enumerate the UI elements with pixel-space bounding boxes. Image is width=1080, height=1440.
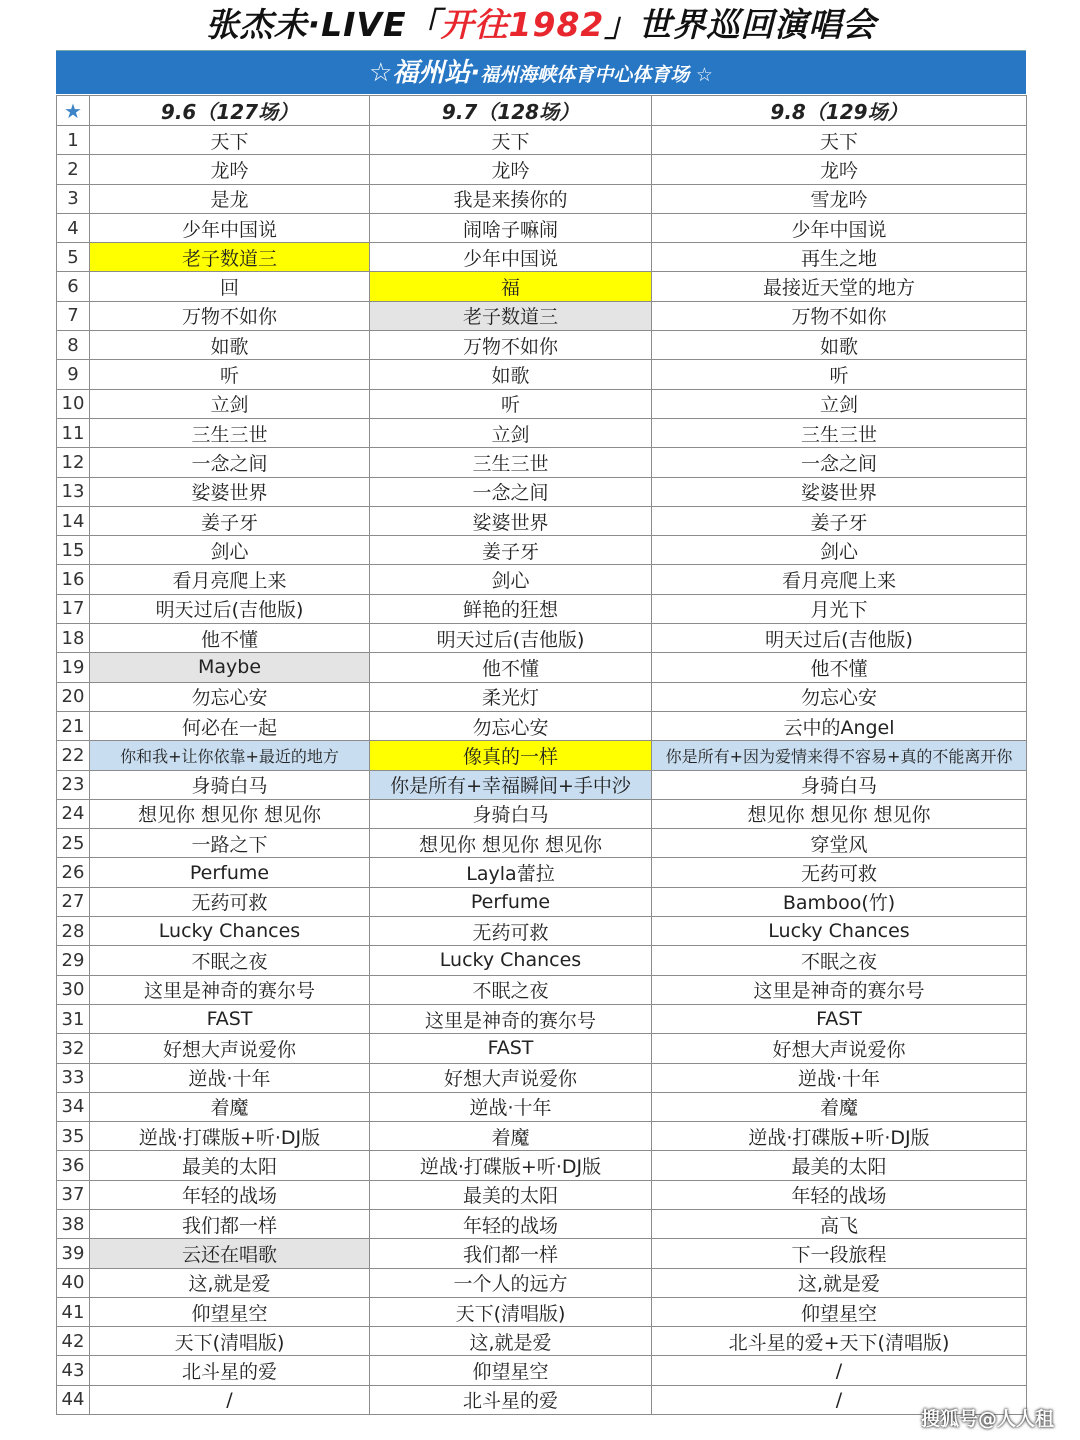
song-cell-date-3: 明天过后(吉他版) <box>652 624 1027 653</box>
row-number: 4 <box>57 213 90 242</box>
song-cell-date-3: 如歌 <box>652 331 1027 360</box>
song-cell-date-1: 身骑白马 <box>90 770 370 799</box>
song-cell-date-2: 三生三世 <box>370 448 652 477</box>
song-cell-date-1: 老子数道三 <box>90 243 370 272</box>
song-cell-date-1: / <box>90 1385 370 1414</box>
row-number: 2 <box>57 155 90 184</box>
song-cell-date-3: 想见你 想见你 想见你 <box>652 799 1027 828</box>
table-row <box>57 448 1027 477</box>
song-cell-date-1: 是龙 <box>90 184 370 213</box>
song-cell-date-3: 这,就是爱 <box>652 1268 1027 1297</box>
venue-stadium: 福州海峡体育中心体育场 ☆ <box>480 64 713 86</box>
song-cell-date-1: 天下 <box>90 126 370 155</box>
song-cell-date-1: 好想大声说爱你 <box>90 1034 370 1063</box>
row-number: 26 <box>57 858 90 887</box>
row-number: 15 <box>57 536 90 565</box>
title-highlight: 开往1982 <box>440 5 605 44</box>
song-cell-date-1: 勿忘心安 <box>90 682 370 711</box>
song-cell-date-3: 北斗星的爱+天下(清唱版) <box>652 1327 1027 1356</box>
song-cell-date-3: 穿堂风 <box>652 829 1027 858</box>
song-cell-date-2: 不眠之夜 <box>370 975 652 1004</box>
song-cell-date-1: 他不懂 <box>90 624 370 653</box>
song-cell-date-2: FAST <box>370 1034 652 1063</box>
song-cell-date-2: 鲜艳的狂想 <box>370 594 652 623</box>
song-cell-date-1: 龙吟 <box>90 155 370 184</box>
table-row <box>57 184 1027 213</box>
song-cell-date-1: 不眠之夜 <box>90 946 370 975</box>
row-number: 6 <box>57 272 90 301</box>
song-cell-date-2: 我们都一样 <box>370 1239 652 1268</box>
table-row <box>57 917 1027 946</box>
venue-city: ☆福州站· <box>369 58 481 88</box>
table-row <box>57 711 1027 740</box>
table-row <box>57 1063 1027 1092</box>
table-row <box>57 536 1027 565</box>
table-row <box>57 272 1027 301</box>
table-row <box>57 418 1027 447</box>
song-cell-date-3: 他不懂 <box>652 653 1027 682</box>
row-number: 36 <box>57 1151 90 1180</box>
table-row <box>57 331 1027 360</box>
row-number: 5 <box>57 243 90 272</box>
song-cell-date-3: 身骑白马 <box>652 770 1027 799</box>
row-number: 3 <box>57 184 90 213</box>
song-cell-date-1: 明天过后(吉他版) <box>90 594 370 623</box>
song-cell-date-3: 云中的Angel <box>652 711 1027 740</box>
song-cell-date-3: 雪龙吟 <box>652 184 1027 213</box>
table-row <box>57 389 1027 418</box>
row-number: 43 <box>57 1356 90 1385</box>
song-cell-date-2: 这里是神奇的赛尔号 <box>370 1004 652 1033</box>
song-cell-date-2: 一念之间 <box>370 477 652 506</box>
song-cell-date-3: Lucky Chances <box>652 917 1027 946</box>
song-cell-date-1: 我们都一样 <box>90 1209 370 1238</box>
song-cell-date-1: 何必在一起 <box>90 711 370 740</box>
watermark: 搜狐号@人人租 <box>920 1408 1054 1430</box>
table-row <box>57 741 1027 770</box>
song-cell-date-1: 天下(清唱版) <box>90 1327 370 1356</box>
song-cell-date-2: 少年中国说 <box>370 243 652 272</box>
row-number: 20 <box>57 682 90 711</box>
song-cell-date-1: 着魔 <box>90 1092 370 1121</box>
song-cell-date-2: 他不懂 <box>370 653 652 682</box>
table-row <box>57 829 1027 858</box>
row-number: 22 <box>57 741 90 770</box>
row-number: 19 <box>57 653 90 682</box>
song-cell-date-2: 我是来揍你的 <box>370 184 652 213</box>
song-cell-date-1: 年轻的战场 <box>90 1180 370 1209</box>
row-number: 30 <box>57 975 90 1004</box>
table-row <box>57 975 1027 1004</box>
song-cell-date-1: 云还在唱歌 <box>90 1239 370 1268</box>
table-row <box>57 213 1027 242</box>
song-cell-date-3: 立剑 <box>652 389 1027 418</box>
song-cell-date-3: 仰望星空 <box>652 1297 1027 1326</box>
table-row <box>57 506 1027 535</box>
song-cell-date-1: 少年中国说 <box>90 213 370 242</box>
song-cell-date-3: 天下 <box>652 126 1027 155</box>
song-cell-date-2: 着魔 <box>370 1122 652 1151</box>
song-cell-date-3: 无药可救 <box>652 858 1027 887</box>
song-cell-date-1: 你和我+让你依靠+最近的地方 <box>90 741 370 770</box>
song-cell-date-2: 听 <box>370 389 652 418</box>
table-header-row <box>57 96 1027 126</box>
table-row <box>57 1034 1027 1063</box>
column-header-date-2: 9.7（128场） <box>370 96 652 126</box>
column-header-date-1: 9.6（127场） <box>90 96 370 126</box>
song-cell-date-2: 一个人的远方 <box>370 1268 652 1297</box>
song-cell-date-1: 娑婆世界 <box>90 477 370 506</box>
table-row <box>57 1180 1027 1209</box>
song-cell-date-1: 逆战·十年 <box>90 1063 370 1092</box>
song-cell-date-1: 这里是神奇的赛尔号 <box>90 975 370 1004</box>
table-row <box>57 1268 1027 1297</box>
table-row <box>57 1151 1027 1180</box>
song-cell-date-3: 看月亮爬上来 <box>652 565 1027 594</box>
song-cell-date-1: 如歌 <box>90 331 370 360</box>
song-cell-date-2: 天下 <box>370 126 652 155</box>
song-cell-date-2: 逆战·打碟版+听·DJ版 <box>370 1151 652 1180</box>
song-cell-date-1: 这,就是爱 <box>90 1268 370 1297</box>
table-row <box>57 946 1027 975</box>
row-number: 7 <box>57 301 90 330</box>
song-cell-date-1: 看月亮爬上来 <box>90 565 370 594</box>
song-cell-date-2: 逆战·十年 <box>370 1092 652 1121</box>
table-row <box>57 887 1027 916</box>
song-cell-date-3: 听 <box>652 360 1027 389</box>
song-cell-date-3: 月光下 <box>652 594 1027 623</box>
table-row <box>57 1209 1027 1238</box>
song-cell-date-1: 立剑 <box>90 389 370 418</box>
song-cell-date-3: / <box>652 1356 1027 1385</box>
song-cell-date-3: 高飞 <box>652 1209 1027 1238</box>
table-row <box>57 1327 1027 1356</box>
song-cell-date-2: Perfume <box>370 887 652 916</box>
row-number: 13 <box>57 477 90 506</box>
setlist-table <box>56 95 1027 1415</box>
song-cell-date-2: 仰望星空 <box>370 1356 652 1385</box>
song-cell-date-1: 无药可救 <box>90 887 370 916</box>
song-cell-date-1: 逆战·打碟版+听·DJ版 <box>90 1122 370 1151</box>
song-cell-date-1: 一路之下 <box>90 829 370 858</box>
song-cell-date-1: 万物不如你 <box>90 301 370 330</box>
venue-banner <box>56 50 1026 94</box>
table-row <box>57 770 1027 799</box>
table-row <box>57 477 1027 506</box>
table-row <box>57 360 1027 389</box>
row-number: 21 <box>57 711 90 740</box>
song-cell-date-2: 这,就是爱 <box>370 1327 652 1356</box>
song-cell-date-3: 一念之间 <box>652 448 1027 477</box>
row-number: 32 <box>57 1034 90 1063</box>
song-cell-date-2: 天下(清唱版) <box>370 1297 652 1326</box>
song-cell-date-3: 最美的太阳 <box>652 1151 1027 1180</box>
table-row <box>57 858 1027 887</box>
song-cell-date-3: 剑心 <box>652 536 1027 565</box>
row-number: 44 <box>57 1385 90 1414</box>
song-cell-date-1: Perfume <box>90 858 370 887</box>
table-row <box>57 1239 1027 1268</box>
song-cell-date-3: 姜子牙 <box>652 506 1027 535</box>
table-row <box>57 243 1027 272</box>
row-number: 8 <box>57 331 90 360</box>
row-number: 10 <box>57 389 90 418</box>
row-number: 17 <box>57 594 90 623</box>
table-row <box>57 1122 1027 1151</box>
row-number: 1 <box>57 126 90 155</box>
table-row <box>57 653 1027 682</box>
star-icon: ★ <box>57 96 90 126</box>
song-cell-date-3: 龙吟 <box>652 155 1027 184</box>
row-number: 33 <box>57 1063 90 1092</box>
song-cell-date-3: 少年中国说 <box>652 213 1027 242</box>
song-cell-date-3: 这里是神奇的赛尔号 <box>652 975 1027 1004</box>
song-cell-date-3: 娑婆世界 <box>652 477 1027 506</box>
song-cell-date-2: 想见你 想见你 想见你 <box>370 829 652 858</box>
song-cell-date-1: 三生三世 <box>90 418 370 447</box>
row-number: 27 <box>57 887 90 916</box>
row-number: 18 <box>57 624 90 653</box>
song-cell-date-3: 年轻的战场 <box>652 1180 1027 1209</box>
song-cell-date-1: 最美的太阳 <box>90 1151 370 1180</box>
song-cell-date-1: 回 <box>90 272 370 301</box>
row-number: 38 <box>57 1209 90 1238</box>
song-cell-date-3: 好想大声说爱你 <box>652 1034 1027 1063</box>
song-cell-date-3: 勿忘心安 <box>652 682 1027 711</box>
row-number: 9 <box>57 360 90 389</box>
row-number: 41 <box>57 1297 90 1326</box>
song-cell-date-2: 万物不如你 <box>370 331 652 360</box>
song-cell-date-1: 听 <box>90 360 370 389</box>
row-number: 16 <box>57 565 90 594</box>
table-row <box>57 1356 1027 1385</box>
row-number: 28 <box>57 917 90 946</box>
row-number: 31 <box>57 1004 90 1033</box>
row-number: 24 <box>57 799 90 828</box>
row-number: 35 <box>57 1122 90 1151</box>
song-cell-date-2: 身骑白马 <box>370 799 652 828</box>
table-row <box>57 1004 1027 1033</box>
title-part-b: 」世界巡回演唱会 <box>604 5 877 44</box>
song-cell-date-1: 北斗星的爱 <box>90 1356 370 1385</box>
song-cell-date-3: 万物不如你 <box>652 301 1027 330</box>
page-title <box>56 0 1026 50</box>
column-header-date-3: 9.8（129场） <box>652 96 1027 126</box>
table-row <box>57 1297 1027 1326</box>
row-number: 42 <box>57 1327 90 1356</box>
song-cell-date-1: 姜子牙 <box>90 506 370 535</box>
song-cell-date-3: 逆战·十年 <box>652 1063 1027 1092</box>
song-cell-date-2: 像真的一样 <box>370 741 652 770</box>
row-number: 12 <box>57 448 90 477</box>
song-cell-date-3: 三生三世 <box>652 418 1027 447</box>
song-cell-date-2: 立剑 <box>370 418 652 447</box>
table-row <box>57 594 1027 623</box>
table-row <box>57 624 1027 653</box>
row-number: 23 <box>57 770 90 799</box>
table-row <box>57 565 1027 594</box>
song-cell-date-2: 龙吟 <box>370 155 652 184</box>
title-part-a: 张杰未·LIVE「 <box>205 5 441 44</box>
row-number: 14 <box>57 506 90 535</box>
song-cell-date-3: 着魔 <box>652 1092 1027 1121</box>
song-cell-date-2: Lucky Chances <box>370 946 652 975</box>
song-cell-date-3: 你是所有+因为爱情来得不容易+真的不能离开你 <box>652 741 1027 770</box>
song-cell-date-3: / <box>652 1385 1027 1414</box>
table-row <box>57 1092 1027 1121</box>
song-cell-date-2: 姜子牙 <box>370 536 652 565</box>
song-cell-date-1: Lucky Chances <box>90 917 370 946</box>
song-cell-date-1: 一念之间 <box>90 448 370 477</box>
song-cell-date-2: 年轻的战场 <box>370 1209 652 1238</box>
song-cell-date-2: 老子数道三 <box>370 301 652 330</box>
song-cell-date-2: 闹啥子嘛闹 <box>370 213 652 242</box>
song-cell-date-2: 如歌 <box>370 360 652 389</box>
song-cell-date-3: 最接近天堂的地方 <box>652 272 1027 301</box>
song-cell-date-2: 最美的太阳 <box>370 1180 652 1209</box>
song-cell-date-3: 不眠之夜 <box>652 946 1027 975</box>
song-cell-date-3: 逆战·打碟版+听·DJ版 <box>652 1122 1027 1151</box>
song-cell-date-2: 好想大声说爱你 <box>370 1063 652 1092</box>
table-row <box>57 799 1027 828</box>
song-cell-date-1: 仰望星空 <box>90 1297 370 1326</box>
row-number: 11 <box>57 418 90 447</box>
row-number: 34 <box>57 1092 90 1121</box>
row-number: 40 <box>57 1268 90 1297</box>
song-cell-date-2: 无药可救 <box>370 917 652 946</box>
song-cell-date-1: Maybe <box>90 653 370 682</box>
song-cell-date-2: 剑心 <box>370 565 652 594</box>
table-row <box>57 682 1027 711</box>
song-cell-date-2: 柔光灯 <box>370 682 652 711</box>
row-number: 29 <box>57 946 90 975</box>
row-number: 25 <box>57 829 90 858</box>
song-cell-date-1: 剑心 <box>90 536 370 565</box>
table-row <box>57 155 1027 184</box>
song-cell-date-2: 勿忘心安 <box>370 711 652 740</box>
row-number: 37 <box>57 1180 90 1209</box>
song-cell-date-2: 福 <box>370 272 652 301</box>
table-row <box>57 1385 1027 1414</box>
song-cell-date-1: FAST <box>90 1004 370 1033</box>
song-cell-date-2: 你是所有+幸福瞬间+手中沙 <box>370 770 652 799</box>
song-cell-date-3: 下一段旅程 <box>652 1239 1027 1268</box>
table-row <box>57 301 1027 330</box>
song-cell-date-2: Layla蕾拉 <box>370 858 652 887</box>
song-cell-date-3: Bamboo(竹) <box>652 887 1027 916</box>
song-cell-date-2: 娑婆世界 <box>370 506 652 535</box>
song-cell-date-2: 明天过后(吉他版) <box>370 624 652 653</box>
song-cell-date-3: FAST <box>652 1004 1027 1033</box>
song-cell-date-3: 再生之地 <box>652 243 1027 272</box>
row-number: 39 <box>57 1239 90 1268</box>
song-cell-date-2: 北斗星的爱 <box>370 1385 652 1414</box>
song-cell-date-1: 想见你 想见你 想见你 <box>90 799 370 828</box>
table-row <box>57 126 1027 155</box>
